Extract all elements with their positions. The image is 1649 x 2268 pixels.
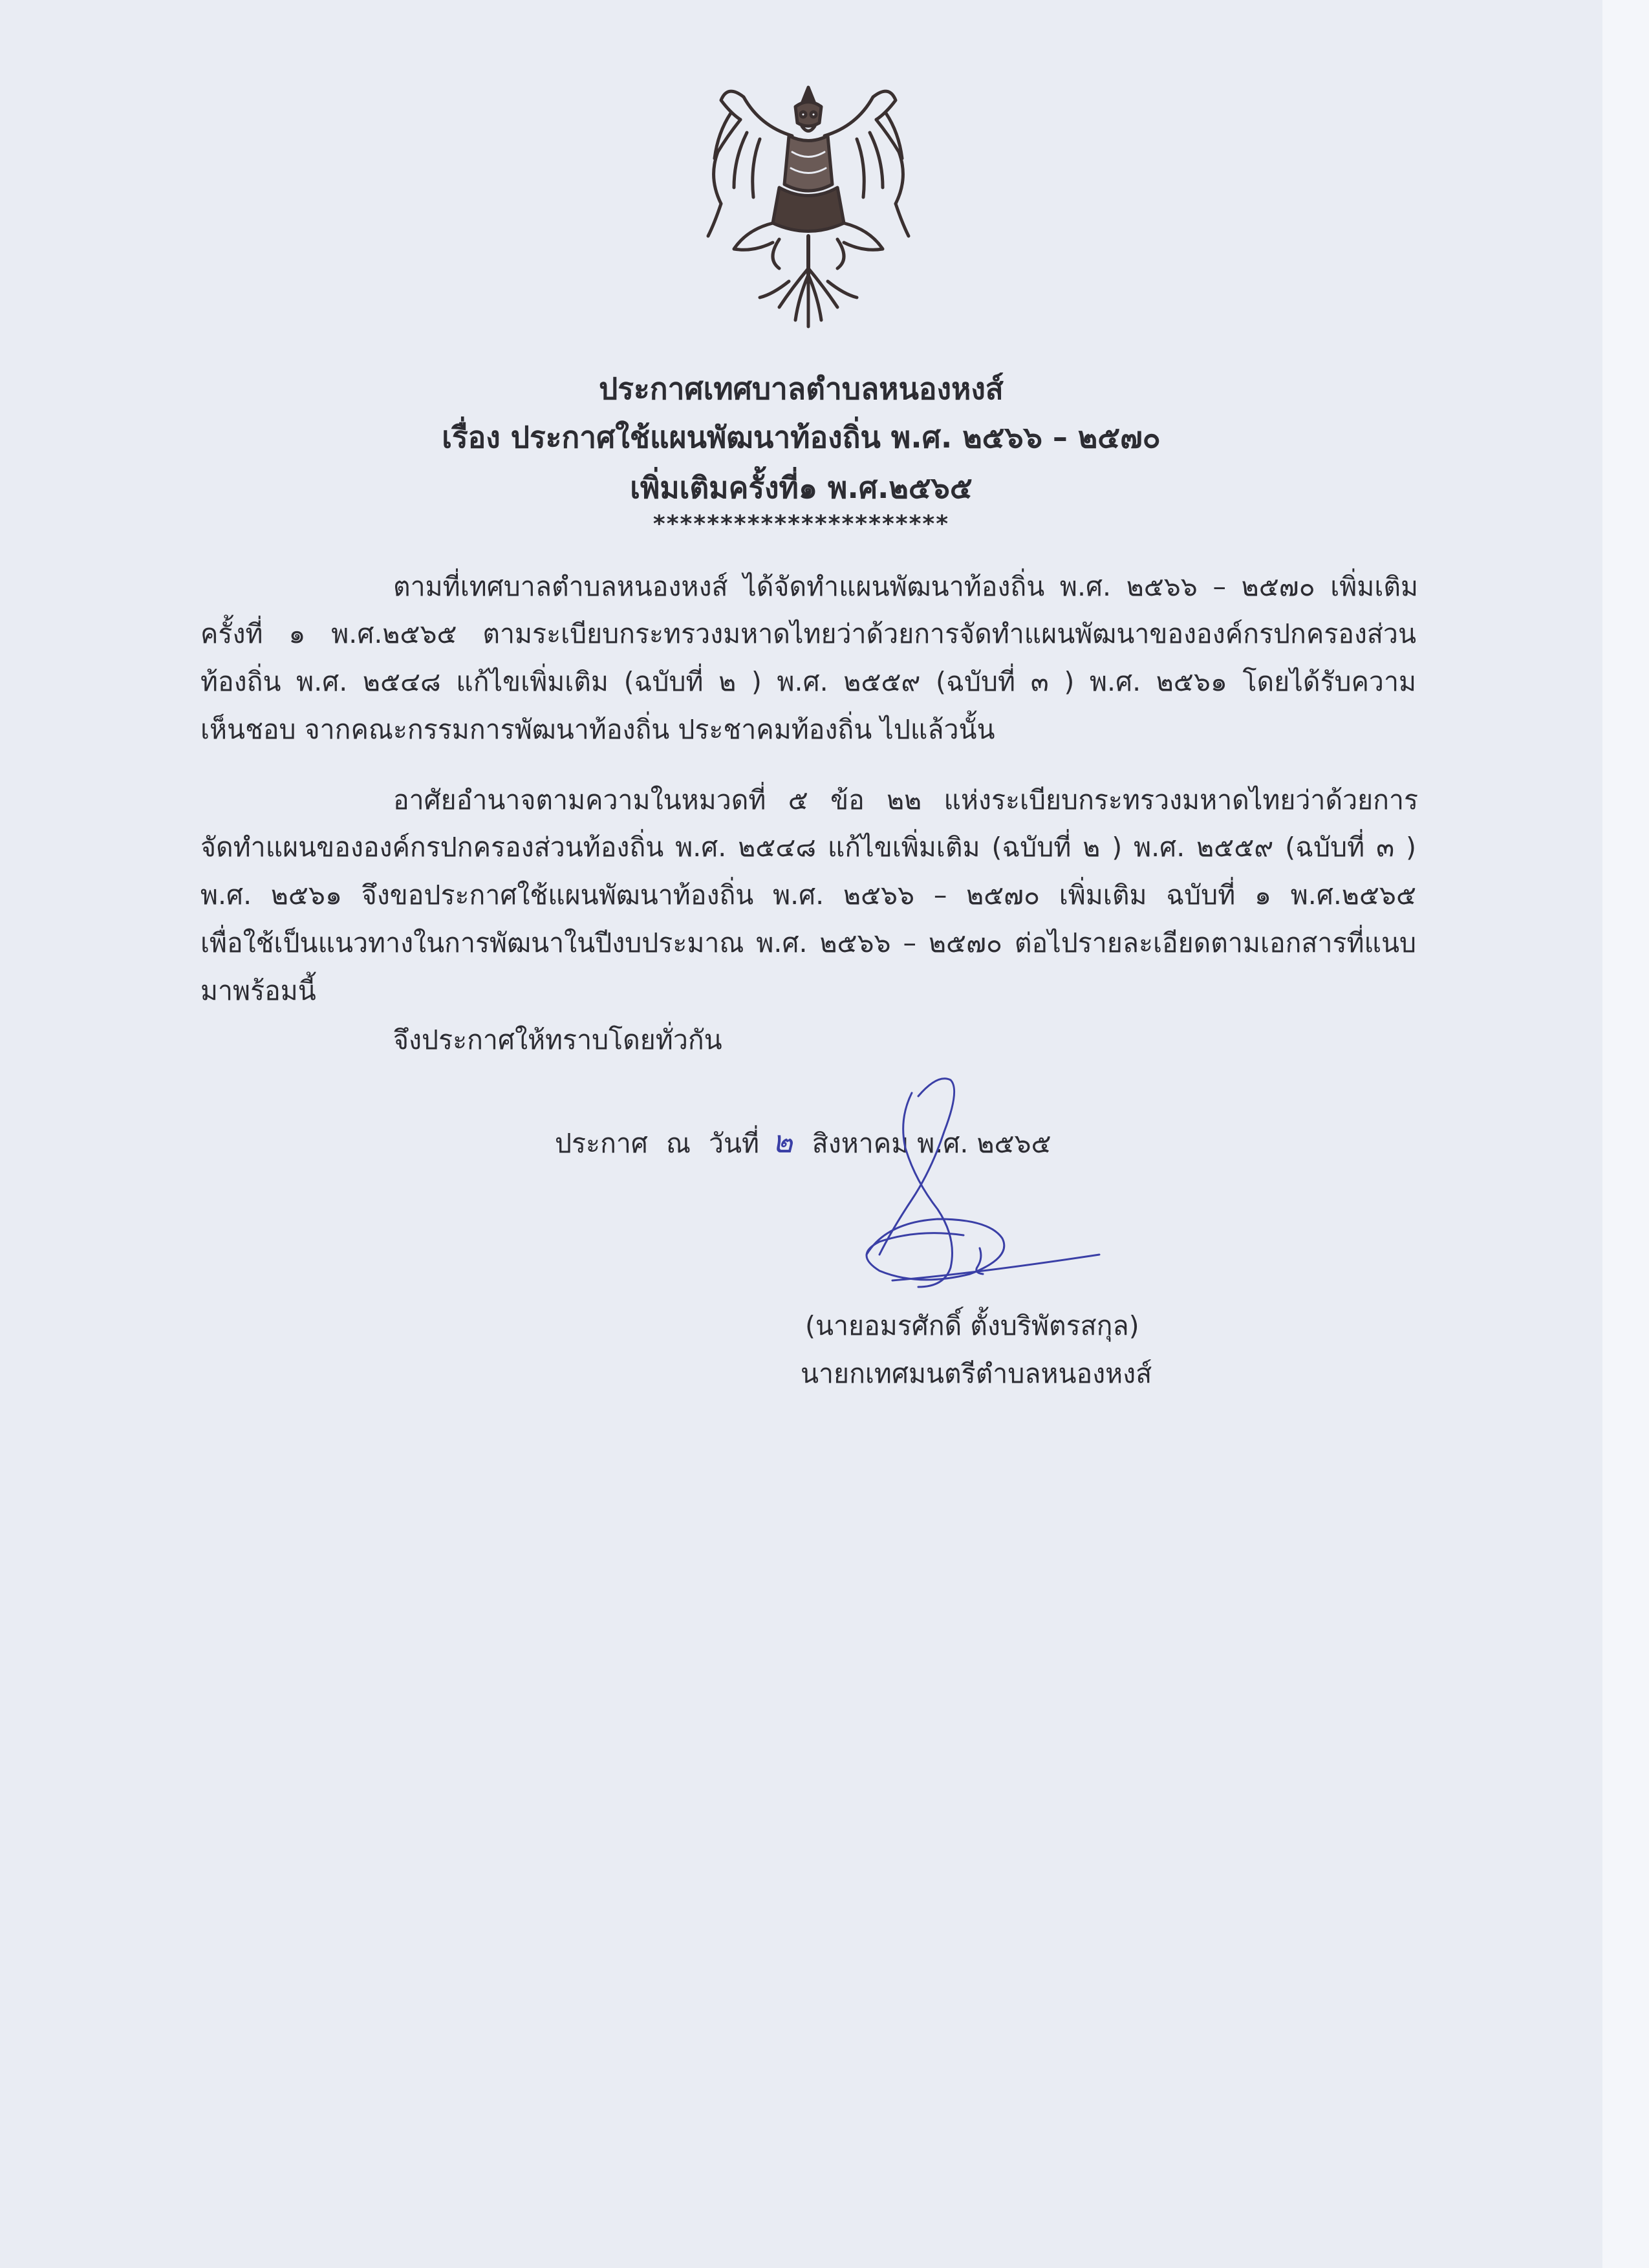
signer-name: (นายอมรศักดิ์ ตั้งบริพัตรสกุล) xyxy=(805,1310,1139,1341)
date-at: ณ xyxy=(665,1128,691,1159)
closing-statement: จึงประกาศให้ทราบโดยทั่วกัน xyxy=(393,1024,722,1055)
garuda-emblem-icon xyxy=(682,74,934,330)
announcement-addendum: เพิ่มเติมครั้งที่๑ พ.ศ.๒๕๖๕ xyxy=(630,470,973,505)
scan-edge xyxy=(1602,0,1649,2268)
announcement-subject: เรื่อง ประกาศใช้แผนพัฒนาท้องถิ่น พ.ศ. ๒๕๖๖ – ๒๕๗๐ xyxy=(442,420,1161,455)
paragraph1-line1: ตามที่เทศบาลตำบลหนองหงส์ ได้จัดทำแผนพัฒนาท้องถิ่น พ.ศ. ๒๕๖๖ – ๒๕๗๐ เพิ่มเติม xyxy=(393,571,1418,602)
separator-stars: ********************** xyxy=(652,511,950,537)
paragraph2-line2: จัดทำแผนขององค์กรปกครองส่วนท้องถิ่น พ.ศ. ๒๕๔๘ แก้ไขเพิ่มเติม (ฉบับที่ ๒ ) พ.ศ. ๒๕๕๙ (ฉบับที่ ๓ ) xyxy=(200,832,1416,863)
paragraph2-line4: เพื่อใช้เป็นแนวทางในการพัฒนาในปีงบประมาณ พ.ศ. ๒๕๖๖ – ๒๕๗๐ ต่อไปรายละเอียดตามเอกสารที่แนบ xyxy=(200,927,1416,958)
paragraph2-line5: มาพร้อมนี้ xyxy=(200,975,316,1006)
signer-title: นายกเทศมนตรีตำบลหนองหงส์ xyxy=(801,1358,1152,1389)
paragraph2-line3: พ.ศ. ๒๕๖๑ จึงขอประกาศใช้แผนพัฒนาท้องถิ่น พ.ศ. ๒๕๖๖ – ๒๕๗๐ เพิ่มเติม ฉบับที่ ๑ พ.ศ.๒๕๖๕ xyxy=(200,880,1416,911)
announcement-title: ประกาศเทศบาลตำบลหนองหงส์ xyxy=(599,371,1004,406)
date-day-label: วันที่ xyxy=(709,1128,760,1159)
date-day-handwritten: ๒ xyxy=(772,1124,793,1160)
date-prefix: ประกาศ xyxy=(555,1128,648,1159)
signature-icon xyxy=(841,1061,1125,1319)
paragraph1-line2: ครั้งที่ ๑ พ.ศ.๒๕๖๕ ตามระเบียบกระทรวงมหาดไทยว่าด้วยการจัดทำแผนพัฒนาขององค์กรปกครองส่วน xyxy=(200,618,1416,649)
paragraph1-line3: ท้องถิ่น พ.ศ. ๒๕๔๘ แก้ไขเพิ่มเติม (ฉบับที่ ๒ ) พ.ศ. ๒๕๕๙ (ฉบับที่ ๓ ) พ.ศ. ๒๕๖๑ โดยได้รับความ xyxy=(200,666,1416,697)
paragraph2-line1: อาศัยอำนาจตามความในหมวดที่ ๕ ข้อ ๒๒ แห่งระเบียบกระทรวงมหาดไทยว่าด้วยการ xyxy=(393,784,1418,815)
paragraph1-line4: เห็นชอบ จากคณะกรรมการพัฒนาท้องถิ่น ประชาคมท้องถิ่น ไปแล้วนั้น xyxy=(200,714,995,745)
date-month-year: สิงหาคม พ.ศ. ๒๕๖๕ xyxy=(812,1128,1051,1159)
